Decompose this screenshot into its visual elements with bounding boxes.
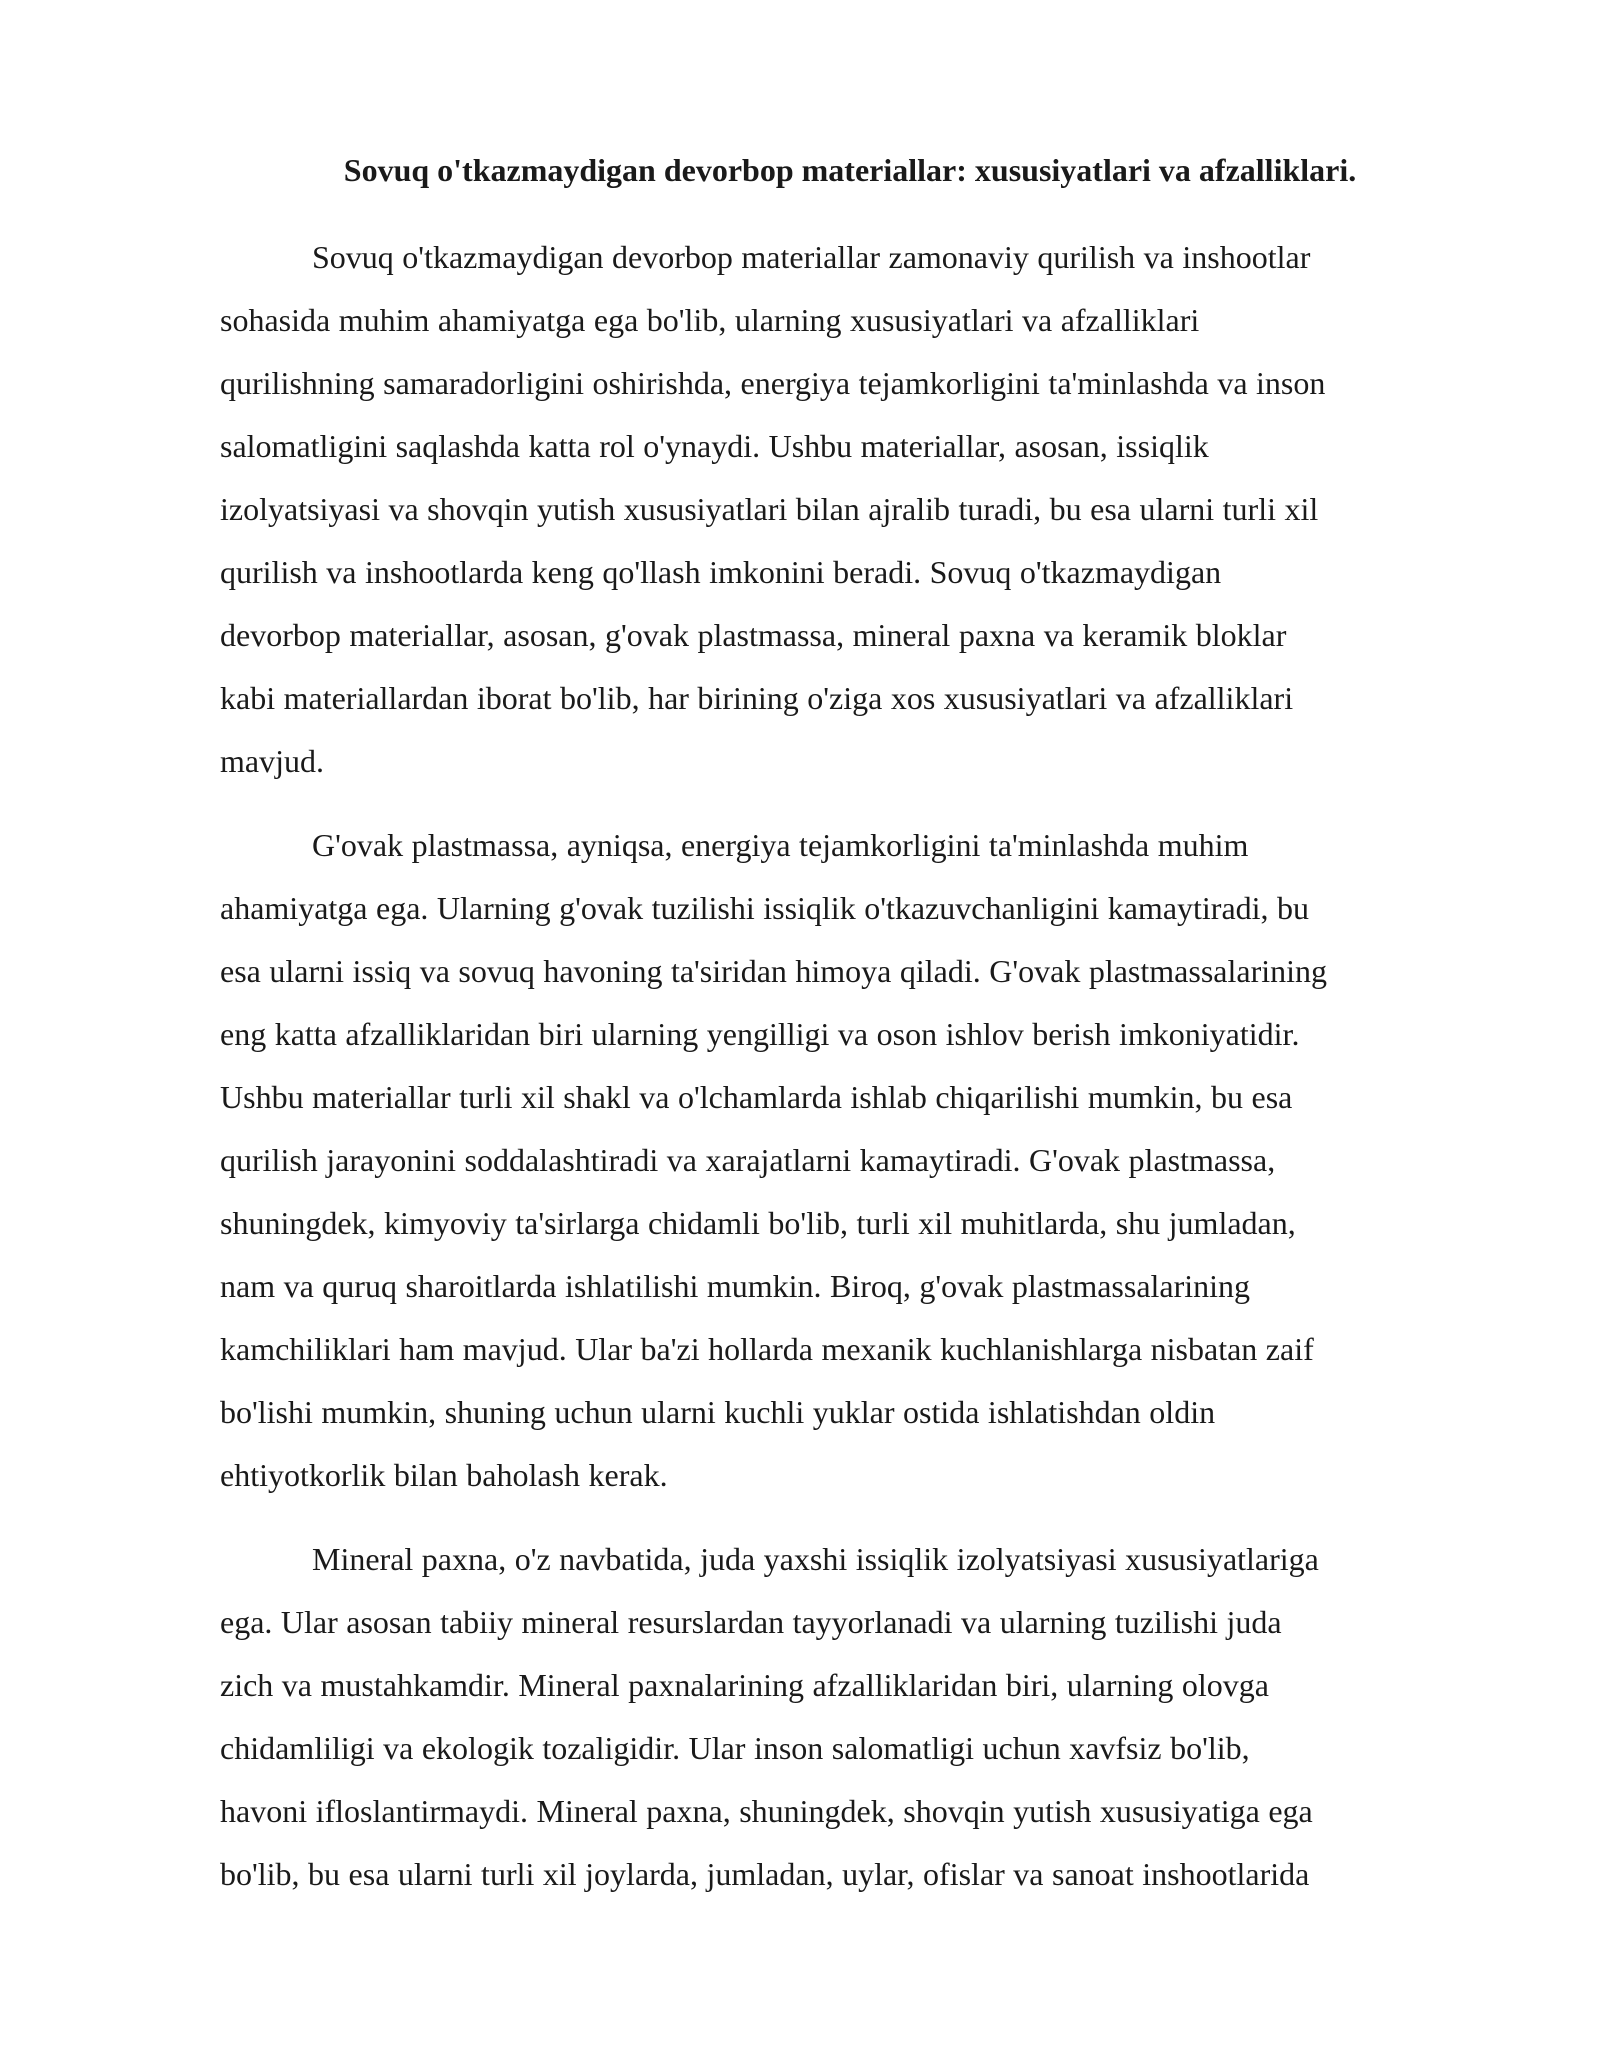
text-line: G'ovak plastmassa, ayniqsa, energiya tejamkorligini ta'minlashda muhim [312, 827, 1249, 863]
paragraph-3 [220, 1528, 1480, 1906]
text-line: ehtiyotkorlik bilan baholash kerak. [220, 1457, 668, 1493]
text-line: izolyatsiyasi va shovqin yutish xususiyatlari bilan ajralib turadi, bu esa ularni turli xil [220, 491, 1319, 527]
text-line: kabi materiallardan iborat bo'lib, har birining o'ziga xos xususiyatlari va afzalliklari [220, 680, 1294, 716]
text-line: havoni ifloslantirmaydi. Mineral paxna, shuningdek, shovqin yutish xususiyatiga ega [220, 1793, 1313, 1829]
text-line: ahamiyatga ega. Ularning g'ovak tuzilishi issiqlik o'tkazuvchanligini kamaytiradi, bu [220, 890, 1310, 926]
text-line: chidamliligi va ekologik tozaligidir. Ular inson salomatligi uchun xavfsiz bo'lib, [220, 1730, 1250, 1766]
document-body [220, 226, 1480, 1927]
text-line: zich va mustahkamdir. Mineral paxnalarining afzalliklaridan biri, ularning olovga [220, 1667, 1269, 1703]
text-line: qurilish va inshootlarda keng qo'llash imkonini beradi. Sovuq o'tkazmaydigan [220, 554, 1222, 590]
text-line: ega. Ular asosan tabiiy mineral resurslardan tayyorlanadi va ularning tuzilishi juda [220, 1604, 1282, 1640]
text-line: kamchiliklari ham mavjud. Ular ba'zi hollarda mexanik kuchlanishlarga nisbatan zaif [220, 1331, 1314, 1367]
text-line: salomatligini saqlashda katta rol o'ynaydi. Ushbu materiallar, asosan, issiqlik [220, 428, 1209, 464]
text-line: bo'lishi mumkin, shuning uchun ularni kuchli yuklar ostida ishlatishdan oldin [220, 1394, 1216, 1430]
text-line: mavjud. [220, 743, 324, 779]
text-line: Sovuq o'tkazmaydigan devorbop materiallar zamonaviy qurilish va inshootlar [312, 239, 1311, 275]
text-line: devorbop materiallar, asosan, g'ovak plastmassa, mineral paxna va keramik bloklar [220, 617, 1287, 653]
text-line: qurilish jarayonini soddalashtiradi va xarajatlarni kamaytiradi. G'ovak plastmassa, [220, 1142, 1276, 1178]
document-title: Sovuq o'tkazmaydigan devorbop materiallar: xususiyatlari va afzalliklari. [343, 152, 1357, 188]
text-line: sohasida muhim ahamiyatga ega bo'lib, ularning xususiyatlari va afzalliklari [220, 302, 1200, 338]
paragraph-2 [220, 814, 1480, 1507]
text-line: eng katta afzalliklaridan biri ularning yengilligi va oson ishlov berish imkoniyatidir. [220, 1016, 1300, 1052]
text-line: qurilishning samaradorligini oshirishda, energiya tejamkorligini ta'minlashda va inson [220, 365, 1326, 401]
paragraph-1 [220, 226, 1480, 793]
text-line: nam va quruq sharoitlarda ishlatilishi mumkin. Biroq, g'ovak plastmassalarining [220, 1268, 1251, 1304]
text-line: shuningdek, kimyoviy ta'sirlarga chidamli bo'lib, turli xil muhitlarda, shu jumladan, [220, 1205, 1296, 1241]
text-line: Ushbu materiallar turli xil shakl va o'lchamlarda ishlab chiqarilishi mumkin, bu esa [220, 1079, 1293, 1115]
text-line: bo'lib, bu esa ularni turli xil joylarda, jumladan, uylar, ofislar va sanoat inshootlarida [220, 1856, 1310, 1892]
text-line: Mineral paxna, o'z navbatida, juda yaxshi issiqlik izolyatsiyasi xususiyatlariga [312, 1541, 1319, 1577]
text-line: esa ularni issiq va sovuq havoning ta'siridan himoya qiladi. G'ovak plastmassalarining [220, 953, 1327, 989]
